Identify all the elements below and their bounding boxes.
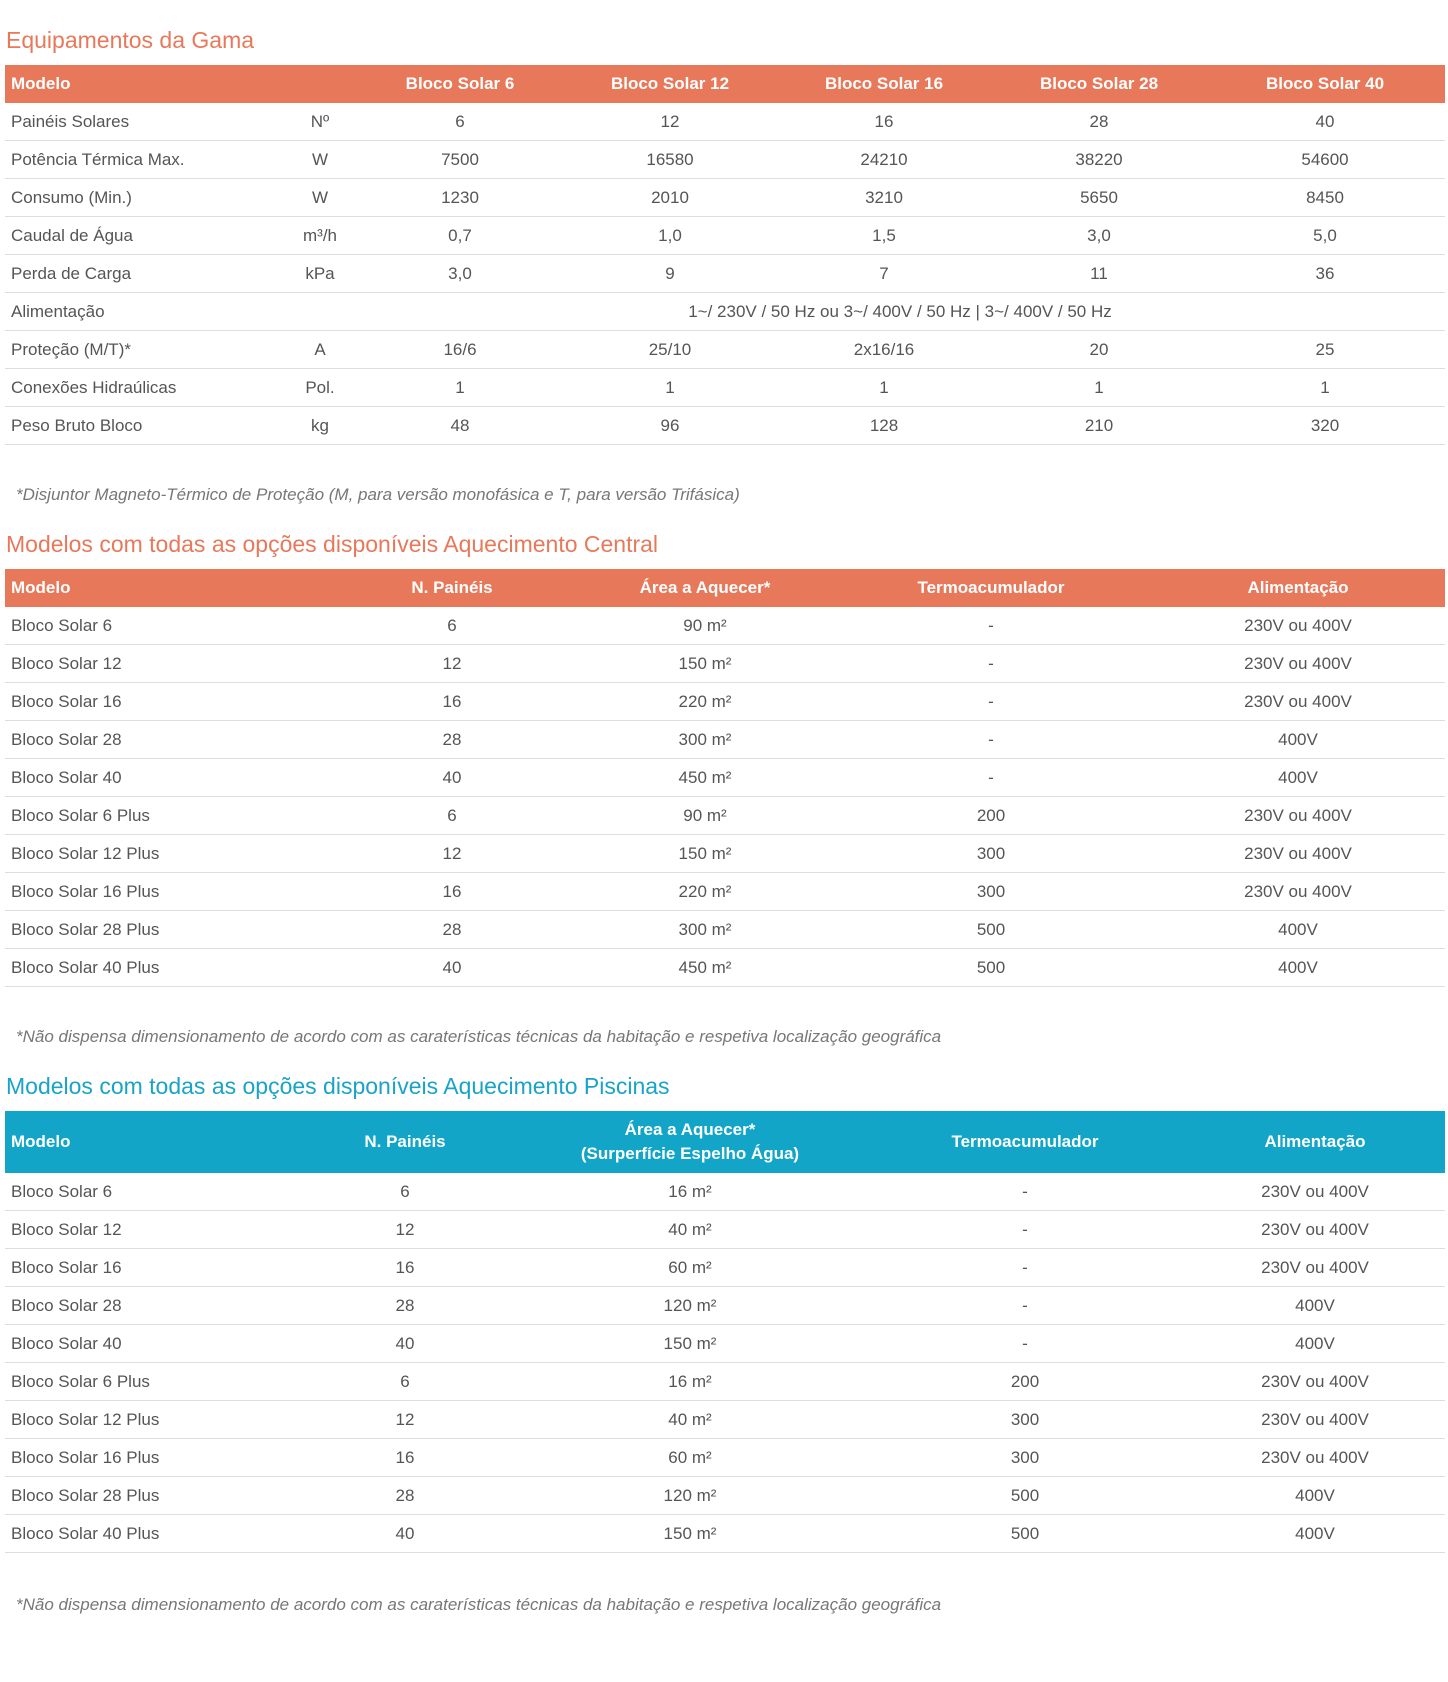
table-cell: 150 m² <box>579 645 831 683</box>
table-cell: - <box>865 1249 1185 1287</box>
table-cell: 6 <box>295 1173 515 1211</box>
table-row <box>5 179 1445 217</box>
table-cell: 230V ou 400V <box>1151 835 1445 873</box>
table-cell: Bloco Solar 6 Plus <box>5 797 325 835</box>
table-cell: 230V ou 400V <box>1185 1173 1445 1211</box>
table-cell: 12 <box>325 835 579 873</box>
table-cell: 16 <box>295 1439 515 1477</box>
table-cell: 28 <box>325 721 579 759</box>
table-cell: 1~/ 230V / 50 Hz ou 3~/ 400V / 50 Hz | 3~/ 400V / 50 Hz <box>355 293 1445 331</box>
table-cell: 16/6 <box>355 331 565 369</box>
table-row <box>5 1211 1445 1249</box>
table-row <box>5 683 1445 721</box>
table-cell: 1 <box>775 369 993 407</box>
table-cell: 400V <box>1185 1477 1445 1515</box>
table-cell: 96 <box>565 407 775 445</box>
table-cell: 120 m² <box>515 1477 865 1515</box>
table-cell: 25/10 <box>565 331 775 369</box>
table-cell: 450 m² <box>579 949 831 987</box>
column-header: Termoacumulador <box>831 569 1151 607</box>
table-cell: 6 <box>295 1363 515 1401</box>
table-cell: 28 <box>993 103 1205 141</box>
table-cell: 12 <box>295 1211 515 1249</box>
column-header-line: (Surperfície Espelho Água) <box>580 1144 800 1163</box>
table-cell: 230V ou 400V <box>1185 1363 1445 1401</box>
table-cell: 0,7 <box>355 217 565 255</box>
table-cell: Bloco Solar 6 Plus <box>5 1363 295 1401</box>
column-header: N. Painéis <box>295 1111 515 1173</box>
aquecimento-central-table <box>5 569 1445 987</box>
table-cell: 300 m² <box>579 911 831 949</box>
table-cell: 300 <box>831 835 1151 873</box>
table-cell: 150 m² <box>515 1325 865 1363</box>
table-row <box>5 293 1445 331</box>
table-row <box>5 1173 1445 1211</box>
table-row <box>5 331 1445 369</box>
table-cell: 16 m² <box>515 1363 865 1401</box>
table-cell: - <box>831 683 1151 721</box>
table-cell: Bloco Solar 12 Plus <box>5 1401 295 1439</box>
table-cell: Bloco Solar 28 <box>5 1287 295 1325</box>
table-cell: 230V ou 400V <box>1151 873 1445 911</box>
table-row <box>5 217 1445 255</box>
table-cell: 90 m² <box>579 797 831 835</box>
table-cell: 500 <box>865 1515 1185 1553</box>
table-cell: 230V ou 400V <box>1151 683 1445 721</box>
column-header <box>285 65 355 103</box>
table-cell: - <box>831 759 1151 797</box>
table-row <box>5 797 1445 835</box>
table-cell: Pol. <box>285 369 355 407</box>
table-row <box>5 1249 1445 1287</box>
table-row <box>5 1401 1445 1439</box>
table-cell: Caudal de Água <box>5 217 285 255</box>
footnote: *Não dispensa dimensionamento de acordo com as caraterísticas técnicas da habitação e respetiva localização geográfica <box>16 1595 942 1614</box>
table-header-row <box>5 65 1445 103</box>
table-cell: 40 <box>295 1515 515 1553</box>
table-row <box>5 1439 1445 1477</box>
table-cell: 16 <box>325 683 579 721</box>
table-cell: Bloco Solar 28 Plus <box>5 911 325 949</box>
table-cell: Bloco Solar 16 <box>5 683 325 721</box>
table-cell: 8450 <box>1205 179 1445 217</box>
table-cell: 24210 <box>775 141 993 179</box>
table-cell: 500 <box>831 911 1151 949</box>
table-cell: 40 <box>325 949 579 987</box>
table-cell: 3,0 <box>993 217 1205 255</box>
table-cell: - <box>865 1287 1185 1325</box>
table-cell: 2x16/16 <box>775 331 993 369</box>
table-row <box>5 835 1445 873</box>
table-cell: Bloco Solar 40 <box>5 759 325 797</box>
table-cell: 16 <box>775 103 993 141</box>
column-header: Área a Aquecer* <box>579 569 831 607</box>
column-header: Alimentação <box>1185 1111 1445 1173</box>
table-cell: 1,5 <box>775 217 993 255</box>
table-cell: 11 <box>993 255 1205 293</box>
table-header-row <box>5 569 1445 607</box>
table-row <box>5 1515 1445 1553</box>
table-cell: 28 <box>295 1477 515 1515</box>
table-cell: 120 m² <box>515 1287 865 1325</box>
table-cell: 230V ou 400V <box>1151 645 1445 683</box>
table-cell: Bloco Solar 6 <box>5 1173 295 1211</box>
table-cell: 6 <box>325 607 579 645</box>
table-cell: 230V ou 400V <box>1185 1401 1445 1439</box>
column-header: Modelo <box>5 65 285 103</box>
table-cell: 38220 <box>993 141 1205 179</box>
table-cell: Bloco Solar 40 Plus <box>5 1515 295 1553</box>
table-cell: 1,0 <box>565 217 775 255</box>
table-cell: Bloco Solar 6 <box>5 607 325 645</box>
table-cell: 150 m² <box>579 835 831 873</box>
table-cell: 40 m² <box>515 1401 865 1439</box>
table-cell: 300 <box>865 1439 1185 1477</box>
section-aquecimento-piscinas-title: Modelos com todas as opções disponíveis Aquecimento Piscinas <box>6 1073 670 1099</box>
table-row <box>5 255 1445 293</box>
table-cell: W <box>285 141 355 179</box>
table-cell: 1 <box>993 369 1205 407</box>
table-cell: 200 <box>865 1363 1185 1401</box>
table-cell: 28 <box>295 1287 515 1325</box>
table-cell: 500 <box>831 949 1151 987</box>
table-cell: 40 <box>325 759 579 797</box>
table-cell: 230V ou 400V <box>1151 607 1445 645</box>
table-cell: 200 <box>831 797 1151 835</box>
table-cell: 16580 <box>565 141 775 179</box>
section-equipamentos-title: Equipamentos da Gama <box>6 27 255 53</box>
column-header: Termoacumulador <box>865 1111 1185 1173</box>
table-cell: 2010 <box>565 179 775 217</box>
table-cell: 7500 <box>355 141 565 179</box>
column-header: Modelo <box>5 1111 295 1173</box>
footnote: *Não dispensa dimensionamento de acordo com as caraterísticas técnicas da habitação e respetiva localização geográfica <box>16 1027 942 1046</box>
table-cell: 300 <box>865 1401 1185 1439</box>
table-cell: - <box>865 1211 1185 1249</box>
table-cell: W <box>285 179 355 217</box>
table-cell: 36 <box>1205 255 1445 293</box>
table-cell: 6 <box>355 103 565 141</box>
table-row <box>5 1325 1445 1363</box>
table-cell: Bloco Solar 16 Plus <box>5 1439 295 1477</box>
table-row <box>5 911 1445 949</box>
column-header: N. Painéis <box>325 569 579 607</box>
table-cell: 220 m² <box>579 873 831 911</box>
table-cell: 12 <box>295 1401 515 1439</box>
table-cell: Bloco Solar 12 <box>5 645 325 683</box>
table-cell: Bloco Solar 12 Plus <box>5 835 325 873</box>
table-row <box>5 759 1445 797</box>
table-cell: 9 <box>565 255 775 293</box>
table-cell: 400V <box>1185 1287 1445 1325</box>
footnote: *Disjuntor Magneto-Térmico de Proteção (M, para versão monofásica e T, para versão Trifásica) <box>16 485 740 504</box>
table-cell <box>285 293 355 331</box>
table-cell: - <box>865 1173 1185 1211</box>
table-cell: 220 m² <box>579 683 831 721</box>
column-header <box>515 1111 865 1173</box>
table-cell: 60 m² <box>515 1439 865 1477</box>
table-cell: 400V <box>1151 911 1445 949</box>
table-cell: 16 m² <box>515 1173 865 1211</box>
table-cell: 60 m² <box>515 1249 865 1287</box>
table-row <box>5 949 1445 987</box>
table-cell: m³/h <box>285 217 355 255</box>
table-row <box>5 1363 1445 1401</box>
table-cell: 5,0 <box>1205 217 1445 255</box>
table-cell: 1230 <box>355 179 565 217</box>
table-row <box>5 645 1445 683</box>
table-cell: Proteção (M/T)* <box>5 331 285 369</box>
table-cell: Perda de Carga <box>5 255 285 293</box>
table-cell: Bloco Solar 28 <box>5 721 325 759</box>
table-cell: Bloco Solar 16 <box>5 1249 295 1287</box>
table-cell: 6 <box>325 797 579 835</box>
table-header-row <box>5 1111 1445 1173</box>
table-cell: 12 <box>565 103 775 141</box>
table-cell: 230V ou 400V <box>1185 1249 1445 1287</box>
table-cell: 400V <box>1151 721 1445 759</box>
table-cell: - <box>831 645 1151 683</box>
table-cell: 400V <box>1151 759 1445 797</box>
table-cell: 300 m² <box>579 721 831 759</box>
table-cell: 1 <box>565 369 775 407</box>
table-cell: 400V <box>1185 1325 1445 1363</box>
table-cell: 128 <box>775 407 993 445</box>
table-cell: kg <box>285 407 355 445</box>
table-cell: 90 m² <box>579 607 831 645</box>
table-cell: 450 m² <box>579 759 831 797</box>
table-cell: 5650 <box>993 179 1205 217</box>
table-cell: Bloco Solar 28 Plus <box>5 1477 295 1515</box>
table-cell: 48 <box>355 407 565 445</box>
table-cell: 12 <box>325 645 579 683</box>
table-cell: - <box>831 607 1151 645</box>
equipamentos-table <box>5 65 1445 445</box>
table-cell: 150 m² <box>515 1515 865 1553</box>
table-cell: Bloco Solar 16 Plus <box>5 873 325 911</box>
table-cell: 40 <box>1205 103 1445 141</box>
aquecimento-piscinas-table <box>5 1111 1445 1553</box>
column-header: Bloco Solar 6 <box>355 65 565 103</box>
column-header: Alimentação <box>1151 569 1445 607</box>
table-cell: 230V ou 400V <box>1185 1211 1445 1249</box>
table-cell: 500 <box>865 1477 1185 1515</box>
table-cell: Nº <box>285 103 355 141</box>
table-row <box>5 607 1445 645</box>
table-row <box>5 873 1445 911</box>
table-row <box>5 1477 1445 1515</box>
table-cell: Bloco Solar 12 <box>5 1211 295 1249</box>
table-cell: - <box>831 721 1151 759</box>
table-cell: 40 <box>295 1325 515 1363</box>
table-cell: 3210 <box>775 179 993 217</box>
table-cell: 400V <box>1151 949 1445 987</box>
table-cell: Bloco Solar 40 <box>5 1325 295 1363</box>
table-cell: 54600 <box>1205 141 1445 179</box>
table-cell: 7 <box>775 255 993 293</box>
table-cell: 28 <box>325 911 579 949</box>
table-cell: 20 <box>993 331 1205 369</box>
table-cell: 40 m² <box>515 1211 865 1249</box>
table-cell: Alimentação <box>5 293 285 331</box>
table-cell: Conexões Hidraúlicas <box>5 369 285 407</box>
table-cell: 230V ou 400V <box>1185 1439 1445 1477</box>
table-cell: Peso Bruto Bloco <box>5 407 285 445</box>
table-row <box>5 1287 1445 1325</box>
table-cell: - <box>865 1325 1185 1363</box>
table-cell: 25 <box>1205 331 1445 369</box>
section-aquecimento-central-title: Modelos com todas as opções disponíveis Aquecimento Central <box>6 531 659 557</box>
column-header: Bloco Solar 28 <box>993 65 1205 103</box>
table-cell: 16 <box>325 873 579 911</box>
column-header-line: Área a Aquecer* <box>624 1120 756 1139</box>
table-cell: kPa <box>285 255 355 293</box>
table-cell: 400V <box>1185 1515 1445 1553</box>
column-header: Modelo <box>5 569 325 607</box>
table-cell: Painéis Solares <box>5 103 285 141</box>
table-cell: 320 <box>1205 407 1445 445</box>
table-cell: Consumo (Min.) <box>5 179 285 217</box>
table-row <box>5 141 1445 179</box>
table-cell: Bloco Solar 40 Plus <box>5 949 325 987</box>
table-cell: Potência Térmica Max. <box>5 141 285 179</box>
table-cell: 3,0 <box>355 255 565 293</box>
column-header: Bloco Solar 12 <box>565 65 775 103</box>
column-header: Bloco Solar 16 <box>775 65 993 103</box>
table-row <box>5 721 1445 759</box>
table-row <box>5 407 1445 445</box>
table-cell: 210 <box>993 407 1205 445</box>
table-cell: 300 <box>831 873 1151 911</box>
table-cell: 230V ou 400V <box>1151 797 1445 835</box>
table-cell: 16 <box>295 1249 515 1287</box>
table-row <box>5 103 1445 141</box>
table-row <box>5 369 1445 407</box>
table-cell: 1 <box>355 369 565 407</box>
column-header: Bloco Solar 40 <box>1205 65 1445 103</box>
table-cell: A <box>285 331 355 369</box>
table-cell: 1 <box>1205 369 1445 407</box>
